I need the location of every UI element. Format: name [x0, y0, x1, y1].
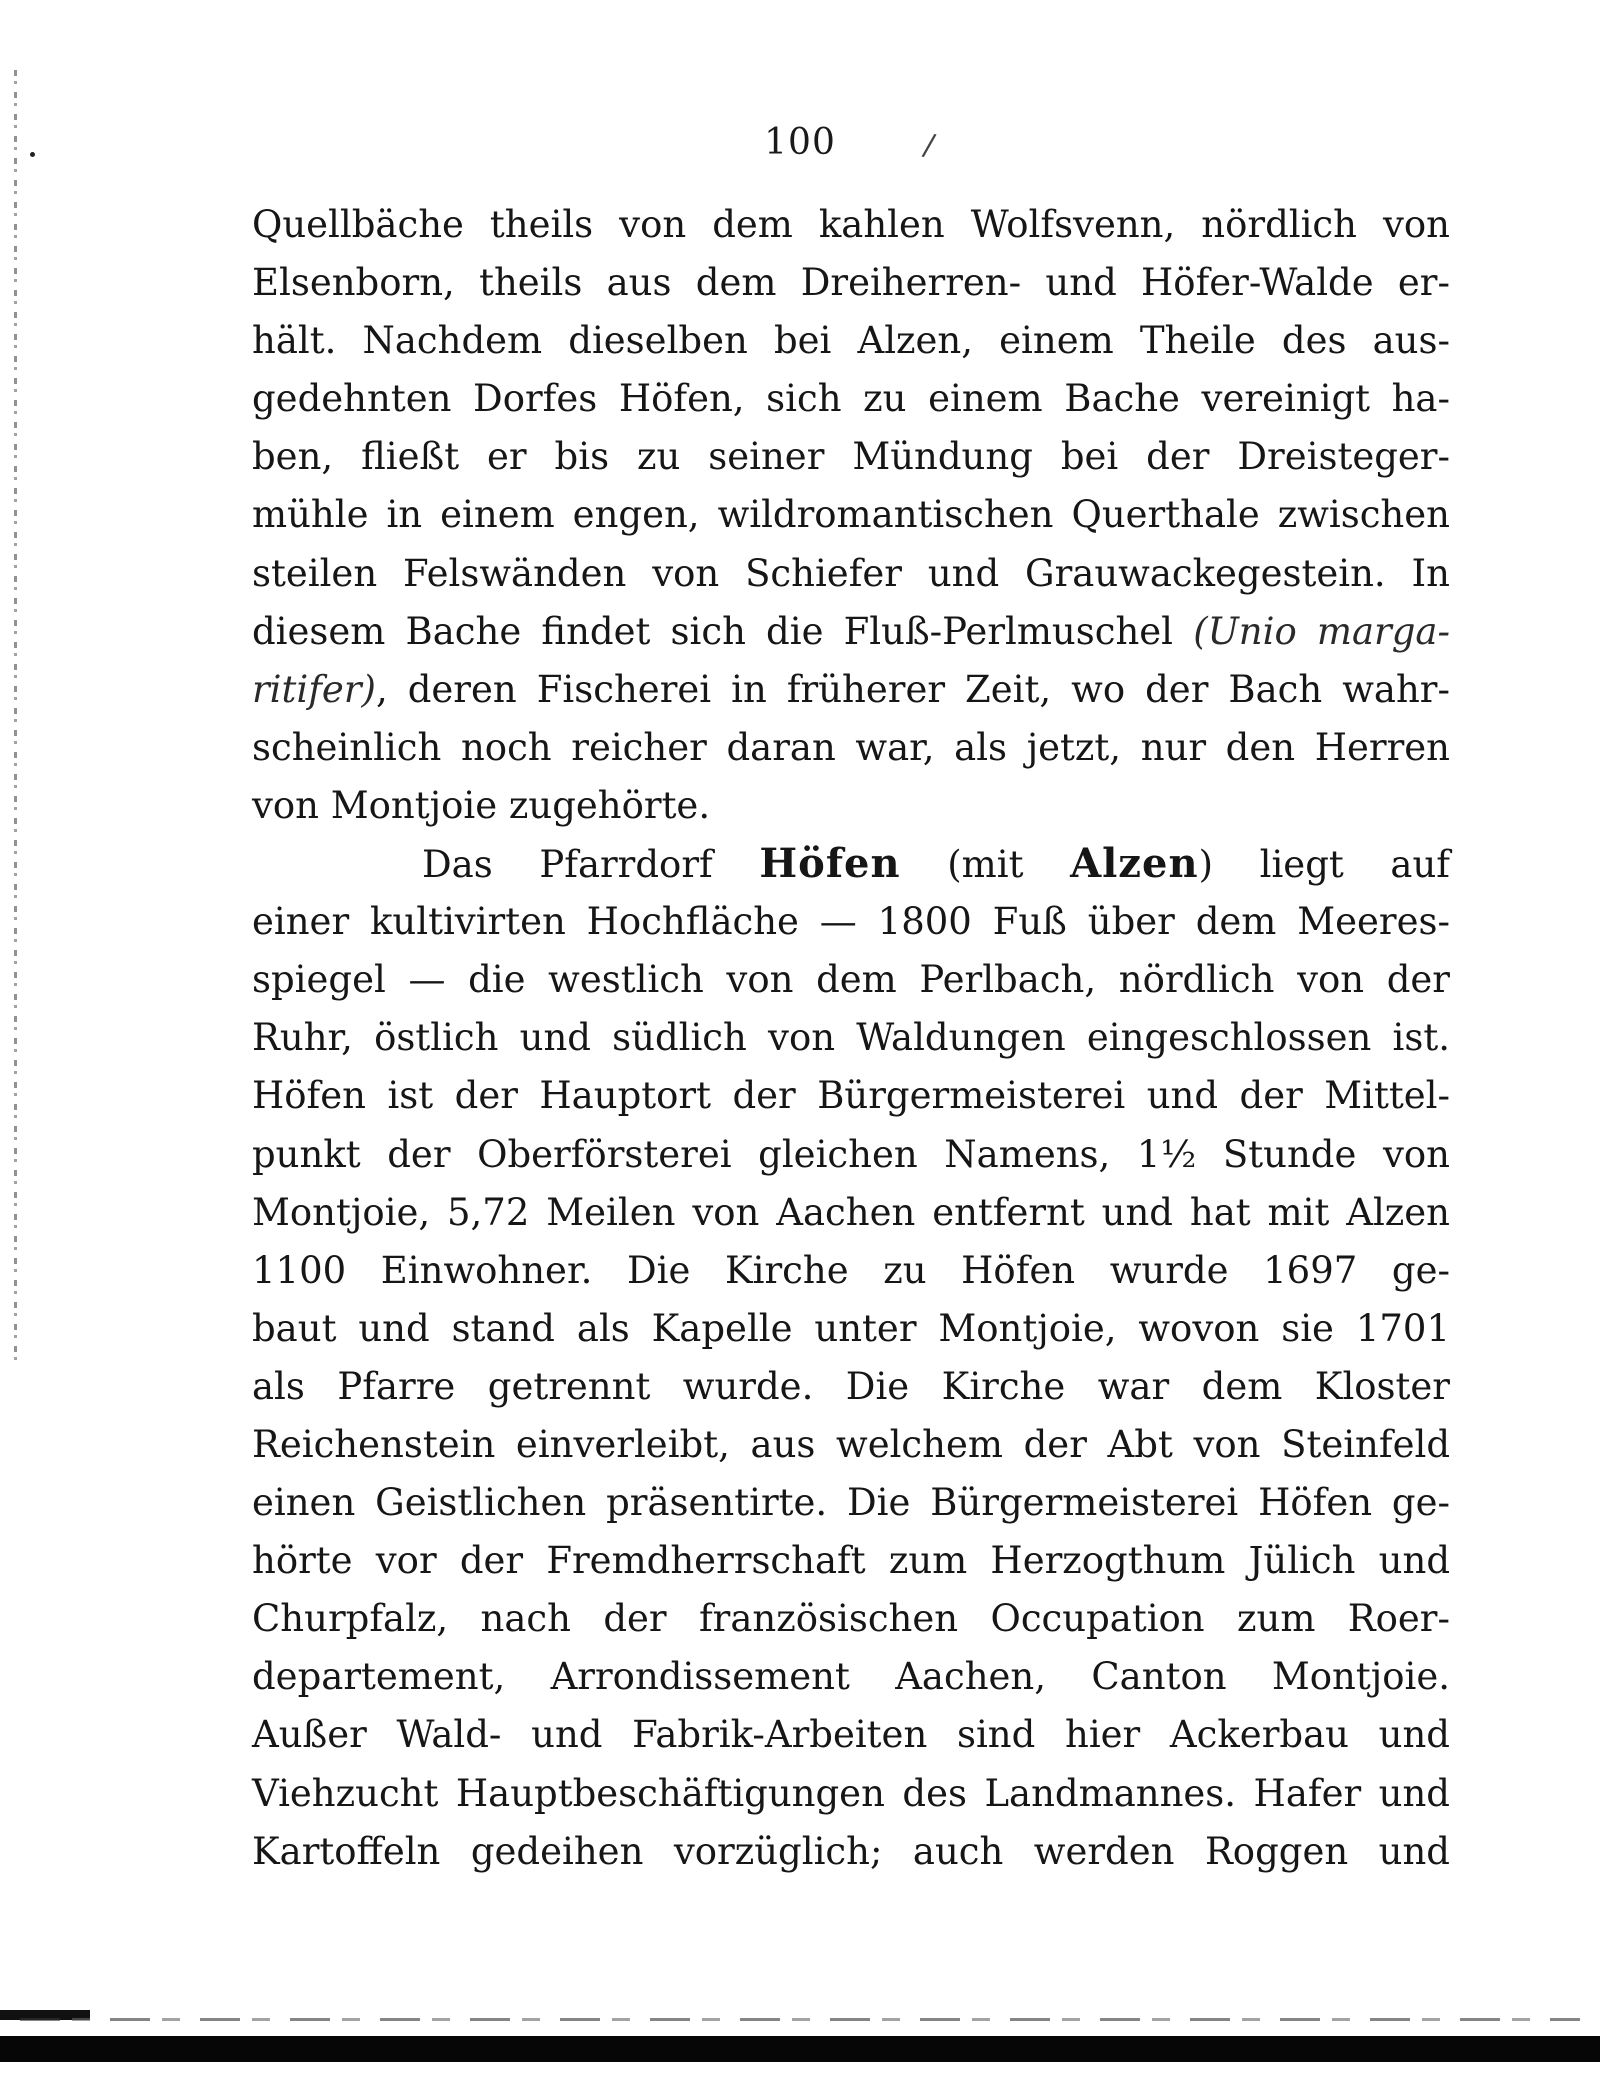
text-line: hörte vor der Fremdherrschaft zum Herzogthum Jülich und — [252, 1539, 1450, 1583]
text-line: steilen Felswänden von Schiefer und Grauwackegestein. In — [252, 551, 1450, 595]
text-line: einer kultivirten Hochfläche — 1800 Fuß über dem Meeres- — [252, 900, 1450, 944]
paragraph-1 — [252, 196, 1450, 835]
text-line: baut und stand als Kapelle unter Montjoie, wovon sie 1701 — [252, 1306, 1450, 1350]
text-line: Reichenstein einverleibt, aus welchem der Abt von Steinfeld — [252, 1422, 1450, 1466]
scan-rule-thin — [20, 2018, 1580, 2021]
text-segment: ) liegt auf — [1198, 843, 1450, 887]
text-line: gedehnten Dorfes Höfen, sich zu einem Bache vereinigt ha- — [252, 377, 1450, 421]
text-line: ben, fließt er bis zu seiner Mündung bei der Dreisteger- — [252, 435, 1450, 479]
page-body — [252, 196, 1450, 1881]
latin-species-name: ritifer) — [252, 667, 376, 711]
text-segment: , deren Fischerei in früherer Zeit, wo der Bach wahr- — [375, 667, 1450, 711]
text-line: hält. Nachdem dieselben bei Alzen, einem Theile des aus- — [252, 319, 1450, 363]
text-line: punkt der Oberförsterei gleichen Namens, 1½ Stunde von — [252, 1132, 1450, 1176]
page-number: 100 — [764, 122, 836, 163]
text-line — [252, 661, 1450, 719]
text-line: departement, Arrondissement Aachen, Canton Montjoie. — [252, 1655, 1450, 1699]
text-line: mühle in einem engen, wildromantischen Querthale zwischen — [252, 493, 1450, 537]
scan-bottom-band — [0, 2036, 1600, 2062]
text-line: Quellbäche theils von dem kahlen Wolfsvenn, nördlich von — [252, 203, 1450, 246]
text-segment: diesem Bache findet sich die Fluß-Perlmuschel — [252, 609, 1194, 653]
text-line: Elsenborn, theils aus dem Dreiherren- und Höfer-Walde er- — [252, 261, 1450, 305]
text-line: einen Geistlichen präsentirte. Die Bürgermeisterei Höfen ge- — [252, 1481, 1450, 1525]
text-line — [252, 835, 1450, 893]
text-line: Montjoie, 5,72 Meilen von Aachen entfernt und hat mit Alzen — [252, 1190, 1450, 1234]
text-line: Außer Wald- und Fabrik-Arbeiten sind hier Ackerbau und — [252, 1713, 1450, 1757]
text-segment: (mit — [900, 843, 1071, 887]
text-line: scheinlich noch reicher daran war, als jetzt, nur den Herren — [252, 725, 1450, 769]
text-line: Churpfalz, nach der französischen Occupation zum Roer- — [252, 1597, 1450, 1641]
text-line: Viehzucht Hauptbeschäftigungen des Landmannes. Hafer und — [252, 1771, 1450, 1815]
text-line: Kartoffeln gedeihen vorzüglich; auch werden Roggen und — [252, 1829, 1450, 1873]
text-line: als Pfarre getrennt wurde. Die Kirche war dem Kloster — [252, 1364, 1450, 1408]
place-name-bold: Alzen — [1070, 840, 1199, 888]
text-line — [252, 603, 1450, 661]
text-segment: Das Pfarrdorf — [422, 843, 760, 887]
place-name-bold: Höfen — [759, 840, 901, 888]
paragraph-2 — [252, 835, 1450, 1881]
text-line: von Montjoie zugehörte. — [252, 783, 711, 827]
text-line: Höfen ist der Hauptort der Bürgermeisterei und der Mittel- — [252, 1074, 1450, 1118]
text-line: Ruhr, östlich und südlich von Waldungen eingeschlossen ist. — [252, 1016, 1450, 1060]
text-line: spiegel — die westlich von dem Perlbach, nördlich von der — [252, 958, 1450, 1002]
latin-species-name: (Unio marga- — [1193, 609, 1450, 653]
text-line: 1100 Einwohner. Die Kirche zu Höfen wurde 1697 ge- — [252, 1248, 1450, 1292]
page-number-mark: / — [920, 127, 938, 164]
scan-edge-artifact — [14, 70, 17, 1360]
